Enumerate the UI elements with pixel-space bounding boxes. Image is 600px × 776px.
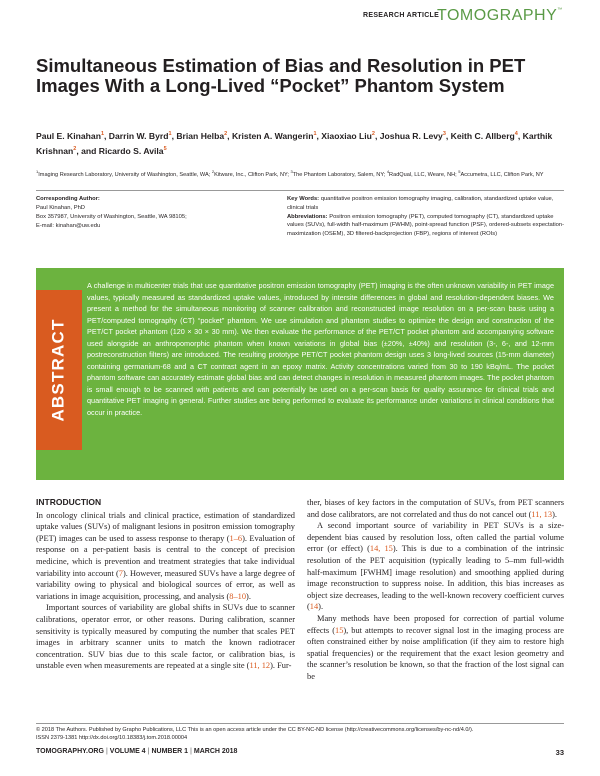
affiliation-marker: 3: [290, 169, 293, 174]
affiliation-marker: 2: [224, 131, 228, 137]
article-type-label: RESEARCH ARTICLE: [363, 12, 440, 19]
author-name: Darrin W. Byrd$^1$: [108, 130, 172, 141]
corresponding-line: Paul Kinahan, PhD: [36, 205, 85, 211]
footer-site[interactable]: TOMOGRAPHY.ORG: [36, 748, 104, 755]
footer-volume: VOLUME 4: [109, 748, 146, 755]
affiliation-text: Imaging Research Laboratory, University of Washington, Seattle, WA;: [38, 171, 211, 178]
issn-line: ISSN 2379-1381 http://dx.doi.org/10.18383/j.tom.2018.00004: [36, 734, 188, 741]
paragraph-text: ).: [246, 591, 251, 601]
citation-link[interactable]: 11, 12: [249, 661, 271, 671]
paragraph-text: ther, biases of key factors in the computation of SUVs, from PET scanners and dose calibrators, are not correlated and thus do not cancel out (: [307, 498, 564, 519]
affiliation-text: RadQual, LLC, Weare, NH;: [389, 171, 457, 178]
affiliation-list: [36, 167, 566, 180]
paragraph-text: ), but attempts to recover signal lost in the imaging process are often constrained either by noise amplification (if they aim to restore high spatial frequencies) or the requirement that the exact lesion geometry and the scanner’s resolution be known, so that the fraction of the lost signal can be: [307, 625, 564, 681]
author-list: Paul E. Kinahan$^1$, Darrin W. Byrd$^1$, Brian Helba$^2$, Kristen A. Wangerin$^1$, Xiaoxiao Liu$^2$, Joshua R. Levy$^3$, Keith C. Allberg$^4$, Karthik Krishnan$^2$, and Ricardo S. Avila$^5$: [36, 130, 553, 156]
keywords-text: quantitative positron emission tomography imaging, calibration, standardized uptake value, clinical trials: [287, 196, 554, 211]
affiliation-marker: 1: [36, 169, 39, 174]
author-name: Keith C. Allberg$^4$: [450, 130, 518, 141]
paragraph: [307, 613, 564, 683]
affiliation-marker: 2: [371, 131, 375, 137]
abstract-text: A challenge in multicenter trials that use quantitative positron emission tomography (PET) imaging is the often unknown variability in PET image values, typically measured as standardized uptake values, introduced by intersite differences in global and resolution-dependent biases. We present a method for the simultaneous monitoring of scanner calibration and reconstructed image resolution on a per-scan basis using a PET/computed tomography (CT) “pocket” phantom. We use simulation and phantom studies to optimize the design and construction of the PET/CT pocket phantom (120 × 30 × 30 mm). We then evaluate the performance of the PET/CT pocket phantom and accompanying software used alongside an anthropomorphic phantom when known variations in global bias (±20%, ±40%) and resolution (3-, 6-, and 12-mm postreconstruction filters) are introduced. The resulting prototype PET/CT pocket phantom design uses 3 long-lived sources (15-mm diameter) containing germanium-68 and a CT contrast agent in an epoxy matrix. Activity concentrations varied from 30 to 190 kBq/mL. The pocket phantom software can accurately estimate global bias and can detect changes in resolution in measured phantom images. The pocket phantom is small enough to be scanned with patients and can potentially be used on a per-scan basis for quality assurance for clinical trials and quantitative PET imaging in general. Further studies are being performed to evaluate its performance under variations in clinical conditions that occur in practice.: [87, 281, 554, 418]
keywords-block: [287, 195, 567, 239]
affiliation-text: Accumetra, LLC, Clifton Park, NY: [460, 171, 544, 178]
paragraph-text: ).: [552, 509, 557, 519]
affiliation-marker: 2: [73, 145, 77, 152]
affiliation-marker: 1: [168, 131, 172, 137]
footer-number: NUMBER 1: [151, 748, 189, 755]
citation-link[interactable]: 8–10: [229, 591, 247, 601]
author-name: Brian Helba$^2$: [176, 130, 228, 141]
paragraph-text: ). Evaluation of response on a per-patient basis is central to the concept of precision medicine, which is prevention and treatment strategies that take individual variability into account (: [36, 533, 296, 578]
article-title: Simultaneous Estimation of Bias and Resolution in PET Images With a Long-Lived “Pocket” Phantom System: [36, 55, 526, 96]
page-footer: TOMOGRAPHY.ORG | VOLUME 4 | NUMBER 1 | MARCH 2018 33: [36, 748, 564, 757]
abstract-label: [36, 290, 82, 450]
paragraph-text: ). Fur-: [270, 661, 292, 671]
affiliation-marker: 1: [313, 131, 317, 137]
affiliation-marker: 2: [211, 169, 215, 174]
author-name: Joshua R. Levy$^3$: [379, 130, 446, 141]
abstract-label-text: ABSTRACT: [49, 318, 68, 422]
paragraph-text: ). This is due to a combination of the intrinsic resolution of the PET acquisition (typically leading to 5–mm full-width half-maximum [FWHM] image resolution) and smoothing applied during image reconstruction to suppress noise. In addition, this bias increases as object size decreases, leading to the well-known recovery coefficient curves (: [307, 544, 564, 612]
author-name: Ricardo S. Avila$^5$: [98, 145, 167, 156]
paragraph: [307, 520, 564, 613]
affiliation-text: Kitware, Inc., Clifton Park, NY;: [214, 171, 289, 178]
paragraph: [36, 510, 295, 603]
citation-link[interactable]: 14, 15: [369, 544, 393, 554]
body-column-left: [36, 497, 295, 672]
section-heading: INTRODUCTION: [36, 497, 102, 507]
paragraph-text: In oncology clinical trials and clinical practice, estimation of standardized uptake values (SUVs) of malignant lesions in positron emission tomography (PET) images can be used to assess response to therapy (: [36, 510, 295, 543]
paragraph-text: ).: [318, 602, 324, 612]
paragraph: [36, 602, 295, 672]
abbreviations-label: Abbreviations:: [287, 213, 328, 220]
paragraph: [307, 497, 564, 520]
copyright-line: © 2018 The Authors. Published by Grapho Publications, LLC This is an open access article under the CC BY-NC-ND license (http://creativecommons.org/licenses/by-nc-nd/4.0/).: [36, 727, 474, 733]
citation-link[interactable]: 7: [118, 568, 123, 578]
paragraph-text: ). However, measured SUVs have a large degree of variability owing to physical and biological sources of error, as well as variations in image acquisition, processing, and analysis (: [36, 568, 296, 601]
corresponding-heading: Corresponding Author:: [36, 196, 100, 202]
corresponding-line: Box 357987, University of Washington, Seattle, WA 98105;: [36, 214, 187, 220]
citation-link[interactable]: 11, 13: [531, 509, 553, 519]
affiliation-marker: 5: [163, 145, 167, 152]
trademark-mark: ™: [557, 7, 563, 13]
footer-date: MARCH 2018: [193, 748, 238, 755]
author-name: Xiaoxiao Liu$^2$: [321, 130, 375, 141]
author-name: Kristen A. Wangerin$^1$: [231, 130, 317, 141]
affiliation-marker: 3: [442, 131, 446, 137]
page-number: 33: [555, 748, 564, 757]
citation-link[interactable]: 1–6: [229, 533, 243, 543]
paragraph-text: A second important source of variability in PET SUVs is a size-dependent bias caused by resolution loss, often called the partial volume error (or effect) (: [307, 521, 564, 554]
keywords-label: Key Words:: [287, 196, 320, 202]
affiliation-marker: 5: [458, 169, 461, 174]
affiliation-marker: 1: [100, 131, 105, 137]
affiliation-marker: 4: [386, 169, 390, 174]
divider: [36, 723, 564, 724]
author-name: Karthik Krishnan$^2$: [36, 130, 553, 156]
divider: [36, 190, 564, 191]
paragraph-text: Important sources of variability are global shifts in SUVs due to scanner calibrations, operator error, or other reasons. During calibration, scanner sensitivity is typically measured by computing the number that scales PET images in arbitrary scanner units to match the known radiotracer concentration. SUV bias due to this scale factor, or calibration bias, is unstable even when measurements are repeated at a single site (: [36, 603, 295, 671]
paragraph-text: Many methods have been proposed for correction of partial volume effects (: [307, 613, 564, 635]
abbreviations-text: Positron emission tomography (PET), computed tomography (CT), standardized uptake values (SUVs), full-width half-maximum (FWHM), point-spread function (PSF), ordered-subsets expectation-maximization (OSEM), 3D filtered-backprojection (FBP), regions of interest (ROIs): [287, 213, 565, 238]
affiliation-marker: 4: [514, 131, 518, 137]
journal-logo: [437, 7, 563, 25]
copyright-notice: [36, 727, 564, 742]
body-column-right: [307, 497, 564, 683]
citation-link[interactable]: 15: [335, 625, 344, 635]
corresponding-author: [36, 195, 266, 231]
citation-link[interactable]: 14: [309, 602, 319, 612]
author-name: Paul E. Kinahan$^1$: [36, 130, 105, 141]
journal-logo-text: TOMOGRAPHY: [437, 7, 558, 24]
corresponding-email[interactable]: E-mail: kinahan@uw.edu: [36, 223, 101, 229]
affiliation-text: The Phantom Laboratory, Salem, NY;: [292, 171, 386, 178]
